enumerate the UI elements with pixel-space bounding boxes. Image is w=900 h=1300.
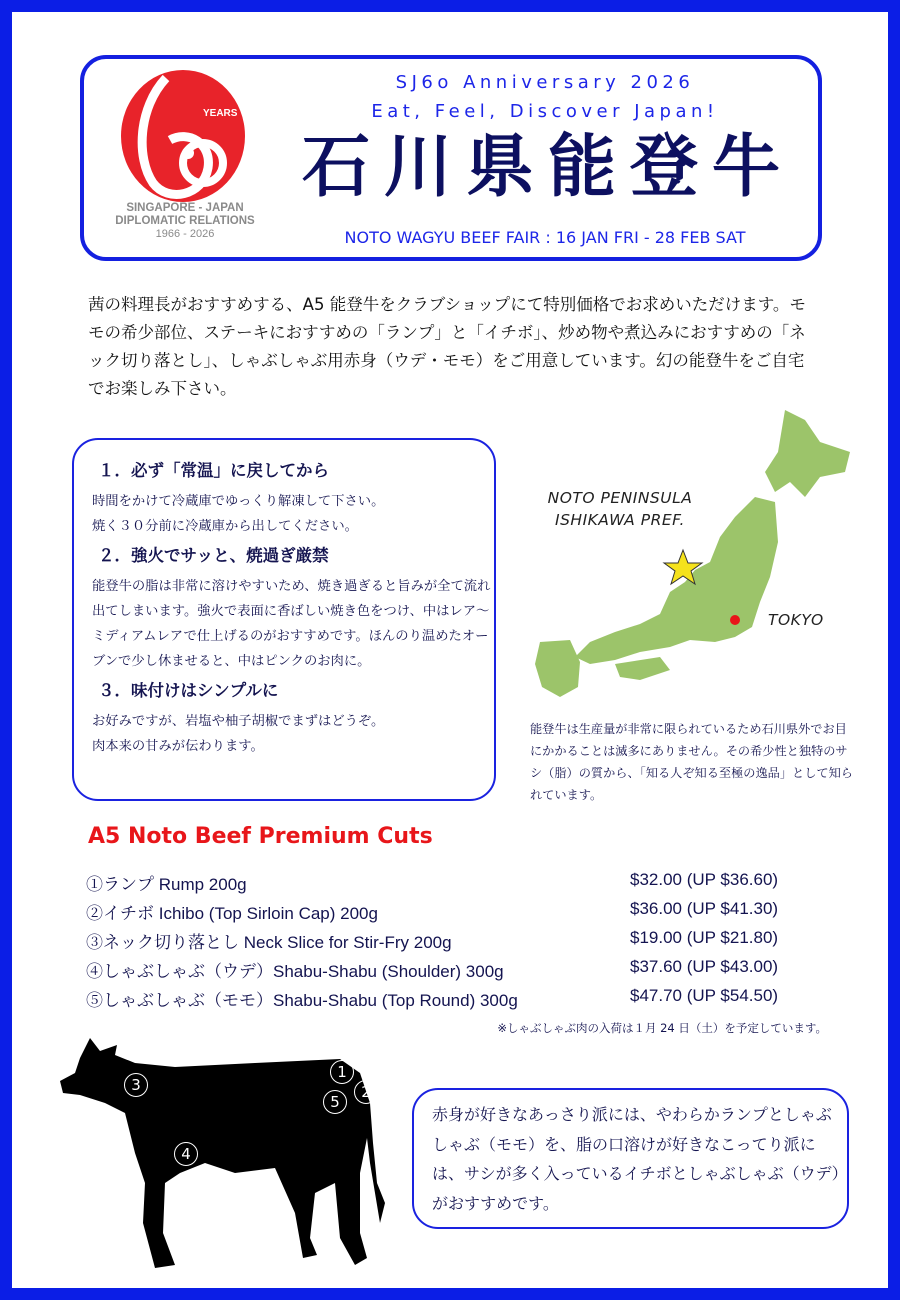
intro-paragraph: 茜の料理長がおすすめする、A5 能登牛をクラブショップにて特別価格でお求めいただけます。モモの希少部位、ステーキにおすすめの「ランプ」と「イチボ」、炒め物や煮込みにおすすめの「ネック切り落とし」、しゃぶしゃぶ用赤身（ウデ・モモ）をご用意しています。幻の能登牛をご自宅でお楽しみ下さい。 <box>88 295 806 398</box>
shikoku-shape <box>615 657 670 680</box>
tokyo-label: TOKYO <box>768 611 824 629</box>
cut-marker-2: 2 <box>354 1080 378 1104</box>
logo-line-2: DIPLOMATIC RELATIONS <box>115 215 255 227</box>
cut-row: ③ネック切り落とし Neck Slice for Stir-Fry 200g $19.00 (UP $21.80) <box>86 928 779 952</box>
cut-price: $19.00 (UP $21.80) <box>630 928 779 947</box>
page-title: 石川県能登牛 <box>301 127 794 207</box>
japan-map <box>520 402 860 702</box>
anniversary-subtitle: SJ6o Anniversary 2026 <box>395 72 695 93</box>
tagline: Eat, Feel, Discover Japan! <box>371 101 719 122</box>
map-caption: 能登牛は生産量が非常に限られているため石川県外でお目にかかることは滅多にありません。その希少性と独特のサシ（脂）の質から、「知る人ぞ知る至極の逸品」として知られています。 <box>530 722 853 802</box>
tip-heading: １．必ず「常温」に戻してから <box>98 461 329 480</box>
cut-marker-1: 1 <box>330 1060 354 1084</box>
cut-row: ④しゃぶしゃぶ（ウデ）Shabu-Shabu (Shoulder) 300g $37.60 (UP $43.00) <box>86 957 779 981</box>
tip-heading: ２．強火でサッと、焼過ぎ厳禁 <box>98 546 329 566</box>
svg-text:YEARS: YEARS <box>203 108 238 119</box>
cooking-tips <box>92 458 492 764</box>
cut-price: $36.00 (UP $41.30) <box>630 899 779 918</box>
cut-price: $32.00 (UP $36.60) <box>630 870 779 889</box>
tip-heading: ３．味付けはシンプルに <box>98 681 279 701</box>
cut-marker-3: 3 <box>124 1073 148 1097</box>
logo-line-3: 1966 - 2026 <box>155 228 215 240</box>
recommendation-text: 赤身が好きなあっさり派には、やわらかランプとしゃぶしゃぶ（モモ）を、脂の口溶けが好きなこってり派には、サシが多く入っているイチボとしゃぶしゃぶ（ウデ）がおすすめです。 <box>432 1105 840 1213</box>
cuts-title: A5 Noto Beef Premium Cuts <box>88 824 433 849</box>
logo-line-1: SINGAPORE - JAPAN <box>126 202 244 214</box>
cut-price: $47.70 (UP $54.50) <box>630 986 779 1005</box>
fair-dates: NOTO WAGYU BEEF FAIR : 16 JAN FRI - 28 FEB SAT <box>344 228 746 247</box>
kyushu-shape <box>535 640 580 697</box>
shabu-arrival-note: ※しゃぶしゃぶ肉の入荷は１月 24 日（土）を予定しています。 <box>497 1021 827 1035</box>
tip-text: 時間をかけて冷蔵庫でゆっくり解凍して下さい。 焼く３０分前に冷蔵庫から出してください。 <box>92 494 385 534</box>
tip-text: 能登牛の脂は非常に溶けやすいため、焼き過ぎると旨みが全て流れ出てしまいます。強火で表面に香ばしい焼き色をつけ、中はレア～ミディアムレアで仕上げるのがおすすめです。ほんのり温めたオーブンで少し休ませると、中はピンクのお肉に。 <box>92 579 491 669</box>
cut-row: ①ランプ Rump 200g $32.00 (UP $36.60) <box>86 870 779 894</box>
tip-text: お好みですが、岩塩や柚子胡椒でまずはどうぞ。 肉本来の甘みが伝わります。 <box>92 714 385 754</box>
tokyo-dot-icon <box>730 615 740 625</box>
logo-caption <box>100 202 270 241</box>
noto-label: NOTO PENINSULA ISHIKAWA PREF. <box>547 489 693 529</box>
cut-marker-5: 5 <box>323 1090 347 1114</box>
cut-marker-4: 4 <box>174 1142 198 1166</box>
cut-row: ②イチボ Ichibo (Top Sirloin Cap) 200g $36.00 (UP $41.30) <box>86 899 779 923</box>
cut-price: $37.60 (UP $43.00) <box>630 957 779 976</box>
hokkaido-shape <box>765 410 850 497</box>
cut-row: ⑤しゃぶしゃぶ（モモ）Shabu-Shabu (Top Round) 300g $47.70 (UP $54.50) <box>86 986 779 1010</box>
